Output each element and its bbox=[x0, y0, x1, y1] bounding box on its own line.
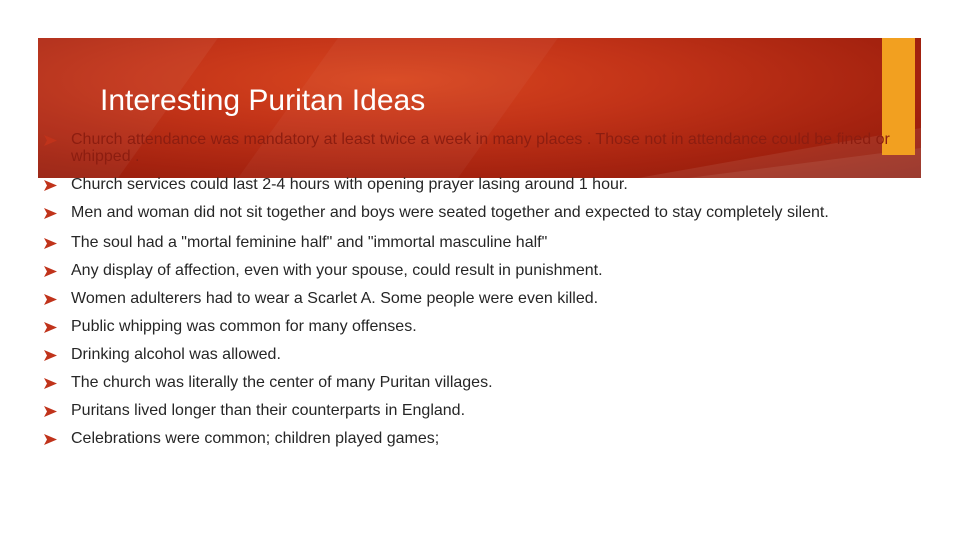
bullet-list bbox=[44, 131, 914, 458]
bullet-text: Puritans lived longer than their counterparts in England. bbox=[71, 402, 466, 419]
filled-diamond-icon bbox=[44, 180, 57, 191]
slide-title: Interesting Puritan Ideas bbox=[100, 84, 426, 117]
filled-diamond-icon bbox=[44, 350, 57, 361]
bullet-item bbox=[44, 262, 914, 279]
filled-diamond-icon bbox=[44, 238, 57, 249]
bullet-text: Celebrations were common; children played games; bbox=[71, 430, 440, 447]
bullet-item bbox=[44, 234, 914, 251]
filled-diamond-icon bbox=[44, 266, 57, 277]
bullet-text: Drinking alcohol was allowed. bbox=[71, 346, 281, 363]
bullet-text: Public whipping was common for many offenses. bbox=[71, 318, 417, 335]
filled-diamond-icon bbox=[44, 322, 57, 333]
bullet-item bbox=[44, 176, 914, 193]
bullet-item bbox=[44, 290, 914, 307]
bullet-item bbox=[44, 430, 914, 447]
bullet-text: The soul had a "mortal feminine half" and "immortal masculine half" bbox=[71, 234, 548, 251]
filled-diamond-icon bbox=[44, 378, 57, 389]
bullet-item bbox=[44, 204, 914, 221]
bullet-text: Any display of affection, even with your spouse, could result in punishment. bbox=[71, 262, 603, 279]
filled-diamond-icon bbox=[44, 208, 57, 219]
filled-diamond-icon bbox=[44, 135, 57, 146]
bullet-item bbox=[44, 131, 914, 165]
bullet-item bbox=[44, 374, 914, 391]
bullet-text: The church was literally the center of many Puritan villages. bbox=[71, 374, 493, 391]
filled-diamond-icon bbox=[44, 406, 57, 417]
bullet-item bbox=[44, 346, 914, 363]
bullet-item bbox=[44, 402, 914, 419]
bullet-text: Church services could last 2-4 hours with opening prayer lasing around 1 hour. bbox=[71, 176, 628, 193]
bullet-text: Church attendance was mandatory at least twice a week in many places . Those not in attendance could be fined or whipped . bbox=[71, 131, 890, 165]
bullet-text: Women adulterers had to wear a Scarlet A. Some people were even killed. bbox=[71, 290, 599, 307]
bullet-text: Men and woman did not sit together and boys were seated together and expected to stay completely silent. bbox=[71, 204, 829, 221]
bullet-item bbox=[44, 318, 914, 335]
filled-diamond-icon bbox=[44, 434, 57, 445]
filled-diamond-icon bbox=[44, 294, 57, 305]
